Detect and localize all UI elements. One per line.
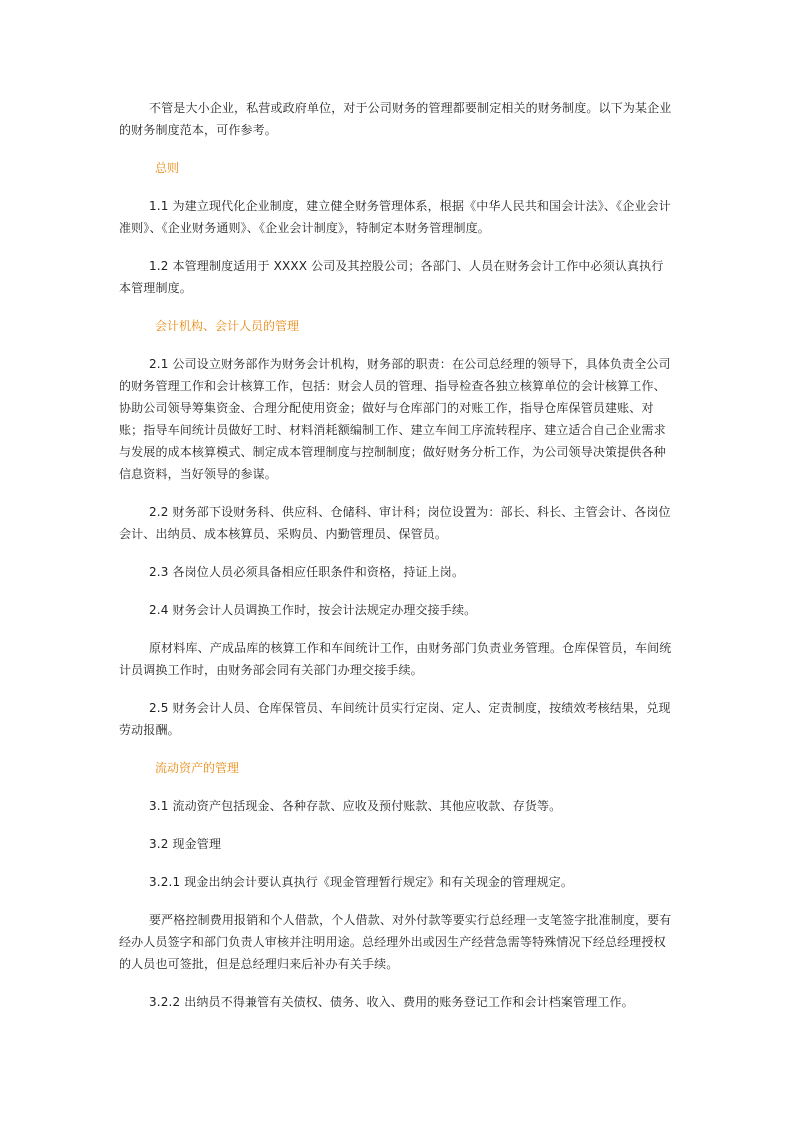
section-heading-accounting-staff: 会计机构、会计人员的管理 <box>155 319 300 333</box>
section-heading-current-assets: 流动资产的管理 <box>155 761 240 775</box>
document-body <box>119 97 675 1013</box>
paragraph-1-2: 1.2 本管理制度适用于 XXXX 公司及其控股公司；各部门、人员在财务会计工作中必须认真执行本管理制度。 <box>119 259 664 295</box>
paragraph-2-3: 2.3 各岗位人员必须具备相应任职条件和资格，持证上岗。 <box>149 565 465 579</box>
paragraph-3-2-1: 3.2.1 现金出纳会计要认真执行《现金管理暂行规定》和有关现金的管理规定。 <box>149 875 574 889</box>
paragraph-3-2-2: 3.2.2 出纳员不得兼管有关债权、债务、收入、费用的账务登记工作和会计档案管理工作。 <box>149 995 634 1009</box>
paragraph-2-2: 2.2 财务部下设财务科、供应科、仓储科、审计科；岗位设置为：部长、科长、主管会计、各岗位会计、出纳员、成本核算员、采购员、内勤管理员、保管员。 <box>119 505 671 541</box>
paragraph-2-4-detail: 原材料库、产成品库的核算工作和车间统计工作，由财务部门负责业务管理。仓库保管员，车间统计员调换工作时，由财务部会同有关部门办理交接手续。 <box>119 641 672 677</box>
paragraph-3-2-1-detail: 要严格控制费用报销和个人借款，个人借款、对外付款等要实行总经理一支笔签字批准制度，要有经办人员签字和部门负责人审核并注明用途。总经理外出或因生产经营急需等特殊情况下经总经理授权的人员也可签批，但是总经理归来后补办有关手续。 <box>119 913 672 971</box>
intro-paragraph: 不管是大小企业，私营或政府单位，对于公司财务的管理都要制定相关的财务制度。以下为某企业的财务制度范本，可作参考。 <box>119 101 672 137</box>
section-heading-general: 总则 <box>155 161 180 175</box>
paragraph-2-4: 2.4 财务会计人员调换工作时，按会计法规定办理交接手续。 <box>149 603 477 617</box>
paragraph-1-1: 1.1 为建立现代化企业制度，建立健全财务管理体系，根据《中华人民共和国会计法》、《企业会计准则》、《企业财务通则》、《企业会计制度》，特制定本财务管理制度。 <box>119 199 671 235</box>
paragraph-2-5: 2.5 财务会计人员、仓库保管员、车间统计员实行定岗、定人、定责制度，按绩效考核结果，兑现劳动报酬。 <box>119 701 671 737</box>
paragraph-3-1: 3.1 流动资产包括现金、各种存款、应收及预付账款、其他应收款、存货等。 <box>149 799 562 813</box>
paragraph-2-1: 2.1 公司设立财务部作为财务会计机构，财务部的职责：在公司总经理的领导下，具体负责全公司的财务管理工作和会计核算工作，包括：财会人员的管理、指导检查各独立核算单位的会计核算工作、协助公司领导筹集资金、合理分配使用资金；做好与仓库部门的对账工作，指导仓库保管员建账、对账；指导车间统计员做好工时、材料消耗额编制工作、建立车间工序流转程序、建立适合自己企业需求与发展的成本核算模式、制定成本管理制度与控制制度；做好财务分析工作，为公司领导决策提供各种信息资料，当好领导的参谋。 <box>119 357 671 481</box>
paragraph-3-2: 3.2 现金管理 <box>149 837 222 851</box>
